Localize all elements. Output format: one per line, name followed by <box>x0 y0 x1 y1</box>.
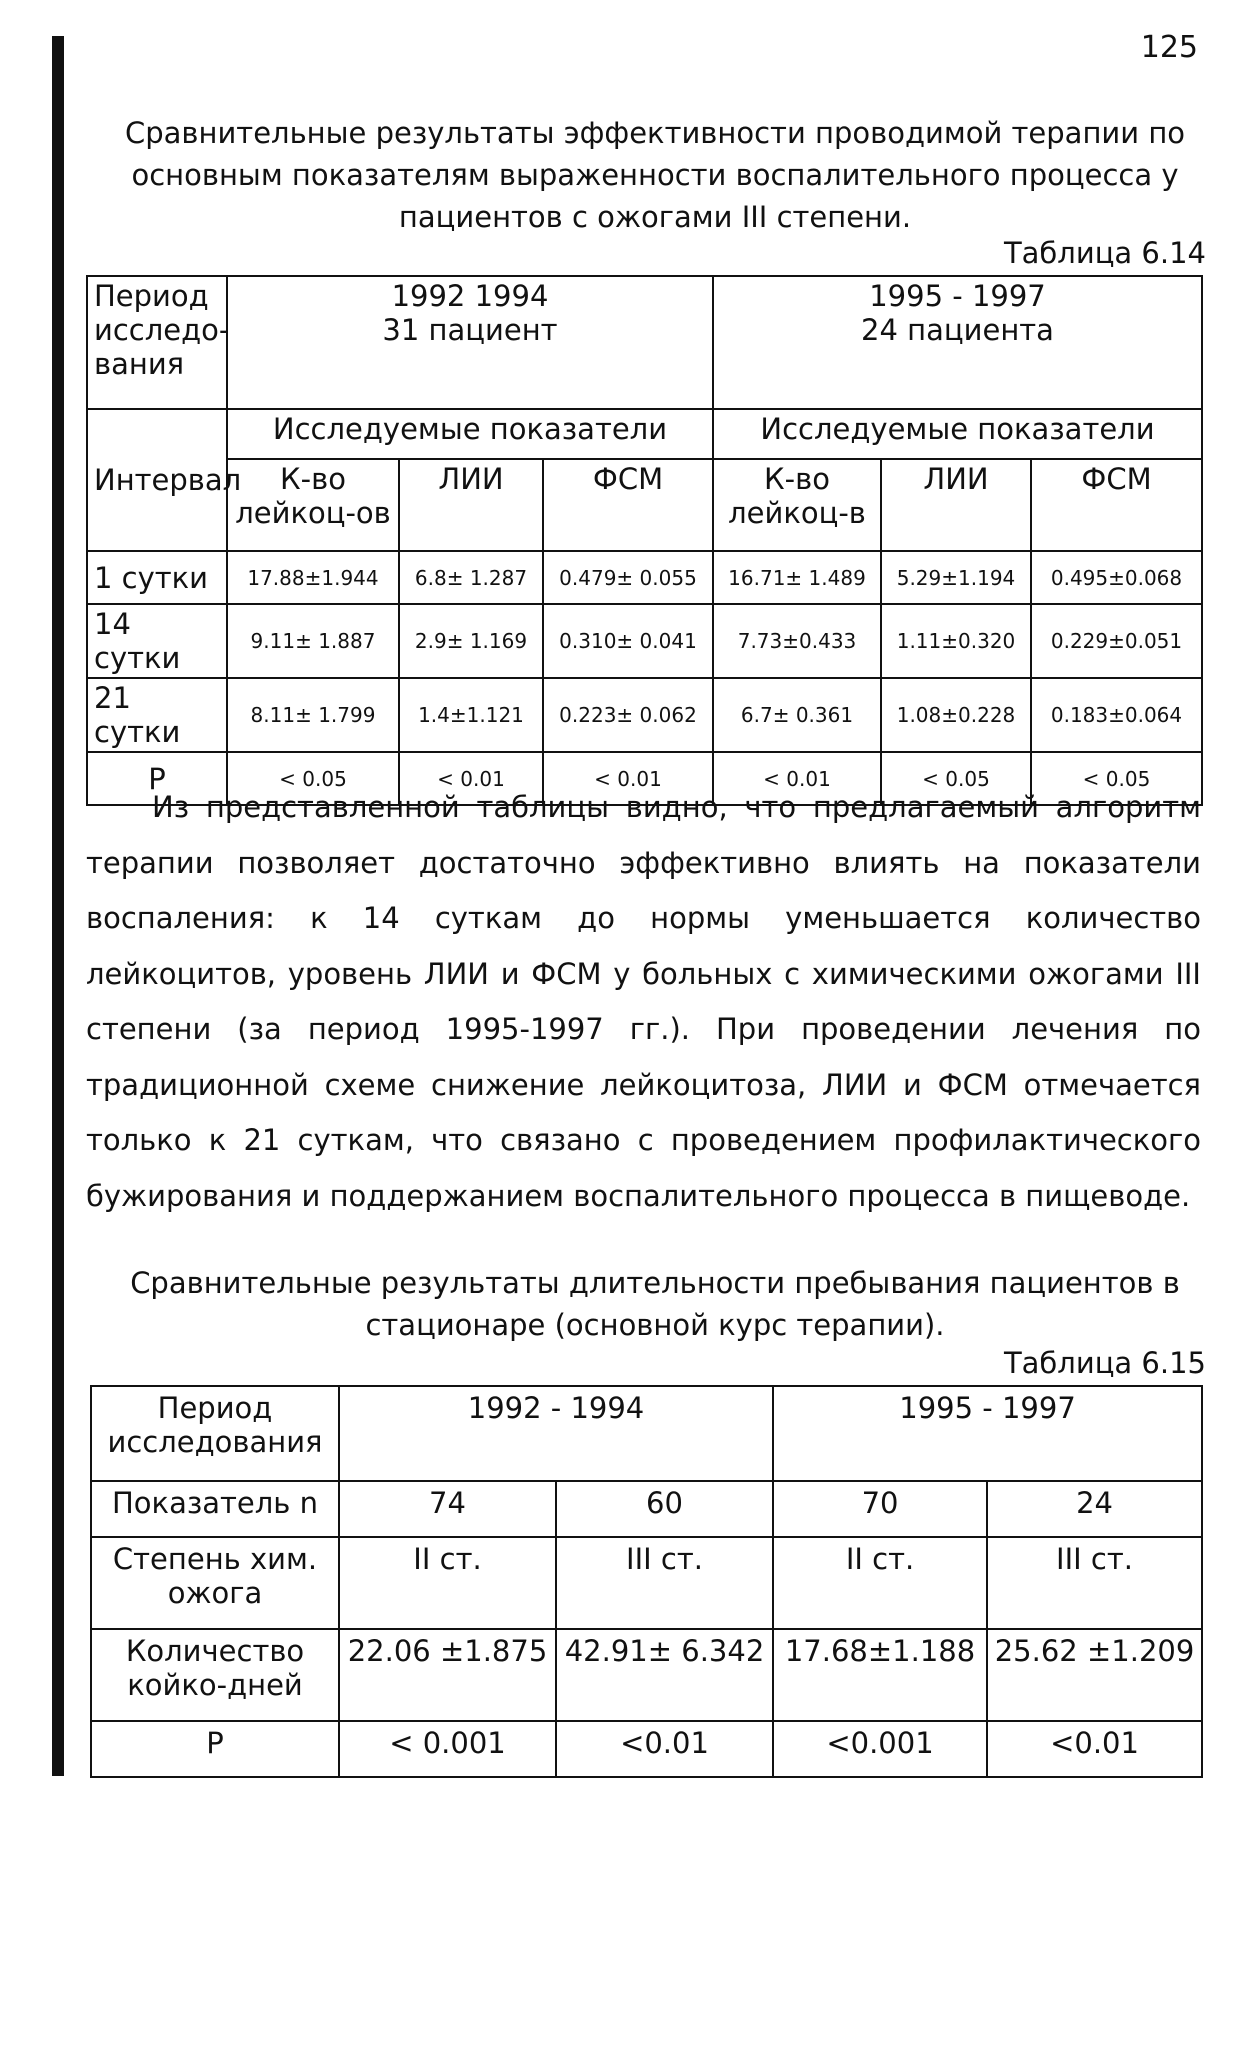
table-row <box>91 1537 1202 1629</box>
col-fsm: ФСМ <box>543 459 713 551</box>
data-cell: 1.11±0.320 <box>881 604 1031 678</box>
table-row <box>87 551 1202 604</box>
group-years: 1992 1994 <box>391 279 549 313</box>
table-6-15-caption: Сравнительные результаты длительности пребывания пациентов в стационаре (основной курс терапии). <box>130 1266 1180 1342</box>
data-cell: 6.8± 1.287 <box>399 551 543 604</box>
group-1995-1997-header <box>713 276 1202 409</box>
p-cell: < 0.01 <box>543 752 713 805</box>
table-6-15-label: Таблица 6.15 <box>1003 1346 1206 1380</box>
data-cell: 6.7± 0.361 <box>713 678 881 752</box>
row-label: 1 сутки <box>87 551 227 604</box>
col-lii: ЛИИ <box>881 459 1031 551</box>
row-label: Р <box>91 1721 339 1777</box>
group-years: 1995 - 1997 <box>869 279 1046 313</box>
data-cell: 5.29±1.194 <box>881 551 1031 604</box>
interval-header: Интервал <box>87 409 227 551</box>
period-header: Период исследования <box>91 1386 339 1481</box>
col-lii: ЛИИ <box>399 459 543 551</box>
years-header: 1992 - 1994 <box>339 1386 773 1481</box>
data-cell: III ст. <box>556 1537 773 1629</box>
table-row <box>91 1481 1202 1537</box>
data-cell: 0.495±0.068 <box>1031 551 1202 604</box>
p-cell: <0.001 <box>773 1721 987 1777</box>
indicators-header: Исследуемые показатели <box>713 409 1202 459</box>
row-label: 14 сутки <box>87 604 227 678</box>
col-leukocytes: К-во лейкоц-ов <box>227 459 399 551</box>
data-cell: 0.479± 0.055 <box>543 551 713 604</box>
data-cell: 22.06 ±1.875 <box>339 1629 556 1721</box>
p-cell: < 0.01 <box>399 752 543 805</box>
row-label: Р <box>87 752 227 805</box>
data-cell: 1.4±1.121 <box>399 678 543 752</box>
p-cell: < 0.01 <box>713 752 881 805</box>
data-cell: 42.91± 6.342 <box>556 1629 773 1721</box>
group-patient-count: 31 пациент <box>382 313 558 347</box>
data-cell: 2.9± 1.169 <box>399 604 543 678</box>
page-number: 125 <box>1140 30 1198 65</box>
row-label: Показатель n <box>91 1481 339 1537</box>
years-header: 1995 - 1997 <box>773 1386 1202 1481</box>
data-cell: 24 <box>987 1481 1202 1537</box>
table-6-14-label: Таблица 6.14 <box>1003 236 1206 270</box>
p-cell: <0.01 <box>556 1721 773 1777</box>
row-label: 21 сутки <box>87 678 227 752</box>
p-cell: < 0.05 <box>1031 752 1202 805</box>
data-cell: 17.68±1.188 <box>773 1629 987 1721</box>
col-leukocytes: К-во лейкоц-в <box>713 459 881 551</box>
group-1992-1994-header <box>227 276 713 409</box>
data-cell: 0.229±0.051 <box>1031 604 1202 678</box>
data-cell: 8.11± 1.799 <box>227 678 399 752</box>
data-cell: 16.71± 1.489 <box>713 551 881 604</box>
table-row-p <box>91 1721 1202 1777</box>
data-cell: 60 <box>556 1481 773 1537</box>
data-cell: 70 <box>773 1481 987 1537</box>
table-row <box>91 1629 1202 1721</box>
p-cell: <0.01 <box>987 1721 1202 1777</box>
margin-bar <box>52 36 64 1776</box>
row-label: Степень хим. ожога <box>91 1537 339 1629</box>
table-row <box>87 604 1202 678</box>
p-cell: < 0.05 <box>881 752 1031 805</box>
row-label: Количество койко-дней <box>91 1629 339 1721</box>
data-cell: II ст. <box>773 1537 987 1629</box>
data-cell: 1.08±0.228 <box>881 678 1031 752</box>
table-6-15 <box>90 1385 1203 1778</box>
period-header: Период исследо-вания <box>87 276 227 409</box>
data-cell: 0.223± 0.062 <box>543 678 713 752</box>
data-cell: 0.183±0.064 <box>1031 678 1202 752</box>
data-cell: 17.88±1.944 <box>227 551 399 604</box>
body-paragraph: Из представленной таблицы видно, что предлагаемый алгоритм терапии позволяет достаточно эффективно влиять на показатели воспаления: к 14 суткам до нормы уменьшается количество лейкоцитов, уровень ЛИИ и ФСМ у больных с химическими ожогами III степени (за период 1995-1997 гг.). При проведении лечения по традиционной схеме снижение лейкоцитоза, ЛИИ и ФСМ отмечается только к 21 суткам, что связано с проведением профилактического бужирования и поддержанием воспалительного процесса в пищеводе. <box>86 790 1201 1213</box>
table-row <box>87 678 1202 752</box>
data-cell: 0.310± 0.041 <box>543 604 713 678</box>
col-fsm: ФСМ <box>1031 459 1202 551</box>
p-cell: < 0.001 <box>339 1721 556 1777</box>
data-cell: 74 <box>339 1481 556 1537</box>
data-cell: 7.73±0.433 <box>713 604 881 678</box>
data-cell: III ст. <box>987 1537 1202 1629</box>
indicators-header: Исследуемые показатели <box>227 409 713 459</box>
data-cell: 9.11± 1.887 <box>227 604 399 678</box>
table-6-14-caption: Сравнительные результаты эффективности проводимой терапии по основным показателям выраженности воспалительного процесса у пациентов с ожогами III степени. <box>124 116 1186 234</box>
table-6-14 <box>86 275 1203 806</box>
data-cell: II ст. <box>339 1537 556 1629</box>
p-cell: < 0.05 <box>227 752 399 805</box>
data-cell: 25.62 ±1.209 <box>987 1629 1202 1721</box>
group-patient-count: 24 пациента <box>861 313 1054 347</box>
